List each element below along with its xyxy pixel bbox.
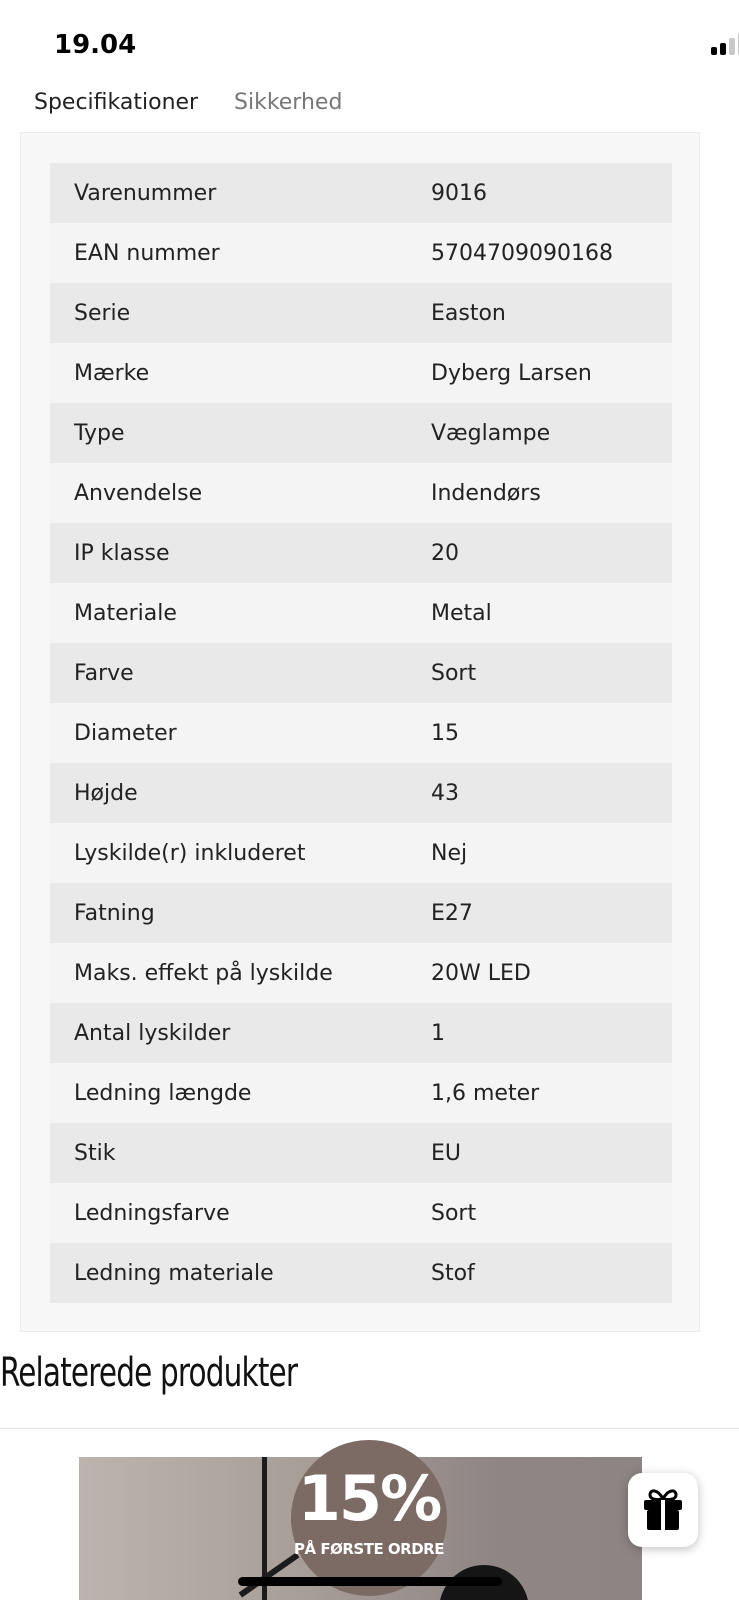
spec-value: 1,6 meter (431, 1063, 672, 1123)
spec-row (50, 403, 672, 463)
spec-row (50, 823, 672, 883)
spec-label: EAN nummer (50, 223, 431, 283)
spec-row (50, 1183, 672, 1243)
spec-label: Ledning længde (50, 1063, 431, 1123)
spec-label: Antal lyskilder (50, 1003, 431, 1063)
spec-value: 9016 (431, 163, 672, 223)
discount-text: PÅ FØRSTE ORDRE (294, 1540, 444, 1558)
cellular-signal-icon (711, 33, 739, 55)
divider (0, 1428, 739, 1429)
spec-label: Mærke (50, 343, 431, 403)
spec-label: Farve (50, 643, 431, 703)
spec-label: Materiale (50, 583, 431, 643)
spec-label: Lyskilde(r) inkluderet (50, 823, 431, 883)
spec-row (50, 883, 672, 943)
spec-label: Diameter (50, 703, 431, 763)
spec-row (50, 763, 672, 823)
discount-percent: 15% (297, 1462, 441, 1535)
spec-value: Dyberg Larsen (431, 343, 672, 403)
spec-value: Indendørs (431, 463, 672, 523)
home-indicator (238, 1577, 502, 1586)
spec-row (50, 283, 672, 343)
spec-label: Stik (50, 1123, 431, 1183)
spec-row (50, 523, 672, 583)
status-bar (0, 0, 739, 86)
spec-value: Væglampe (431, 403, 672, 463)
tab-sikkerhed[interactable]: Sikkerhed (234, 90, 343, 115)
spec-label: Serie (50, 283, 431, 343)
spec-value: 15 (431, 703, 672, 763)
spec-value: Stof (431, 1243, 672, 1303)
spec-row (50, 943, 672, 1003)
spec-label: Type (50, 403, 431, 463)
spec-label: Maks. effekt på lyskilde (50, 943, 431, 1003)
discount-badge[interactable] (291, 1440, 447, 1596)
related-products-heading: Relaterede produkter (0, 1350, 298, 1396)
spec-label: Varenummer (50, 163, 431, 223)
spec-value: E27 (431, 883, 672, 943)
gift-button[interactable] (628, 1473, 698, 1547)
spec-row (50, 1243, 672, 1303)
spec-row (50, 1003, 672, 1063)
spec-row (50, 343, 672, 403)
gift-icon (628, 1473, 698, 1547)
spec-value: Metal (431, 583, 672, 643)
spec-label: Ledningsfarve (50, 1183, 431, 1243)
spec-row (50, 223, 672, 283)
specifications-table (50, 163, 672, 1303)
spec-value: 20 (431, 523, 672, 583)
spec-value: 5704709090168 (431, 223, 672, 283)
spec-value: Nej (431, 823, 672, 883)
spec-value: EU (431, 1123, 672, 1183)
spec-value: Easton (431, 283, 672, 343)
lamp-arm (239, 1552, 300, 1597)
spec-label: IP klasse (50, 523, 431, 583)
spec-row (50, 1123, 672, 1183)
spec-row (50, 163, 672, 223)
status-time: 19.04 (54, 30, 137, 60)
spec-label: Fatning (50, 883, 431, 943)
spec-row (50, 1063, 672, 1123)
spec-row (50, 703, 672, 763)
spec-value: 1 (431, 1003, 672, 1063)
spec-tabs (20, 86, 700, 132)
spec-label: Anvendelse (50, 463, 431, 523)
spec-value: 43 (431, 763, 672, 823)
spec-row (50, 643, 672, 703)
spec-value: 20W LED (431, 943, 672, 1003)
spec-row (50, 583, 672, 643)
spec-label: Højde (50, 763, 431, 823)
tab-specifikationer[interactable]: Specifikationer (20, 86, 232, 132)
spec-value: Sort (431, 643, 672, 703)
spec-row (50, 463, 672, 523)
specifications-panel (20, 132, 700, 1332)
spec-value: Sort (431, 1183, 672, 1243)
spec-label: Ledning materiale (50, 1243, 431, 1303)
